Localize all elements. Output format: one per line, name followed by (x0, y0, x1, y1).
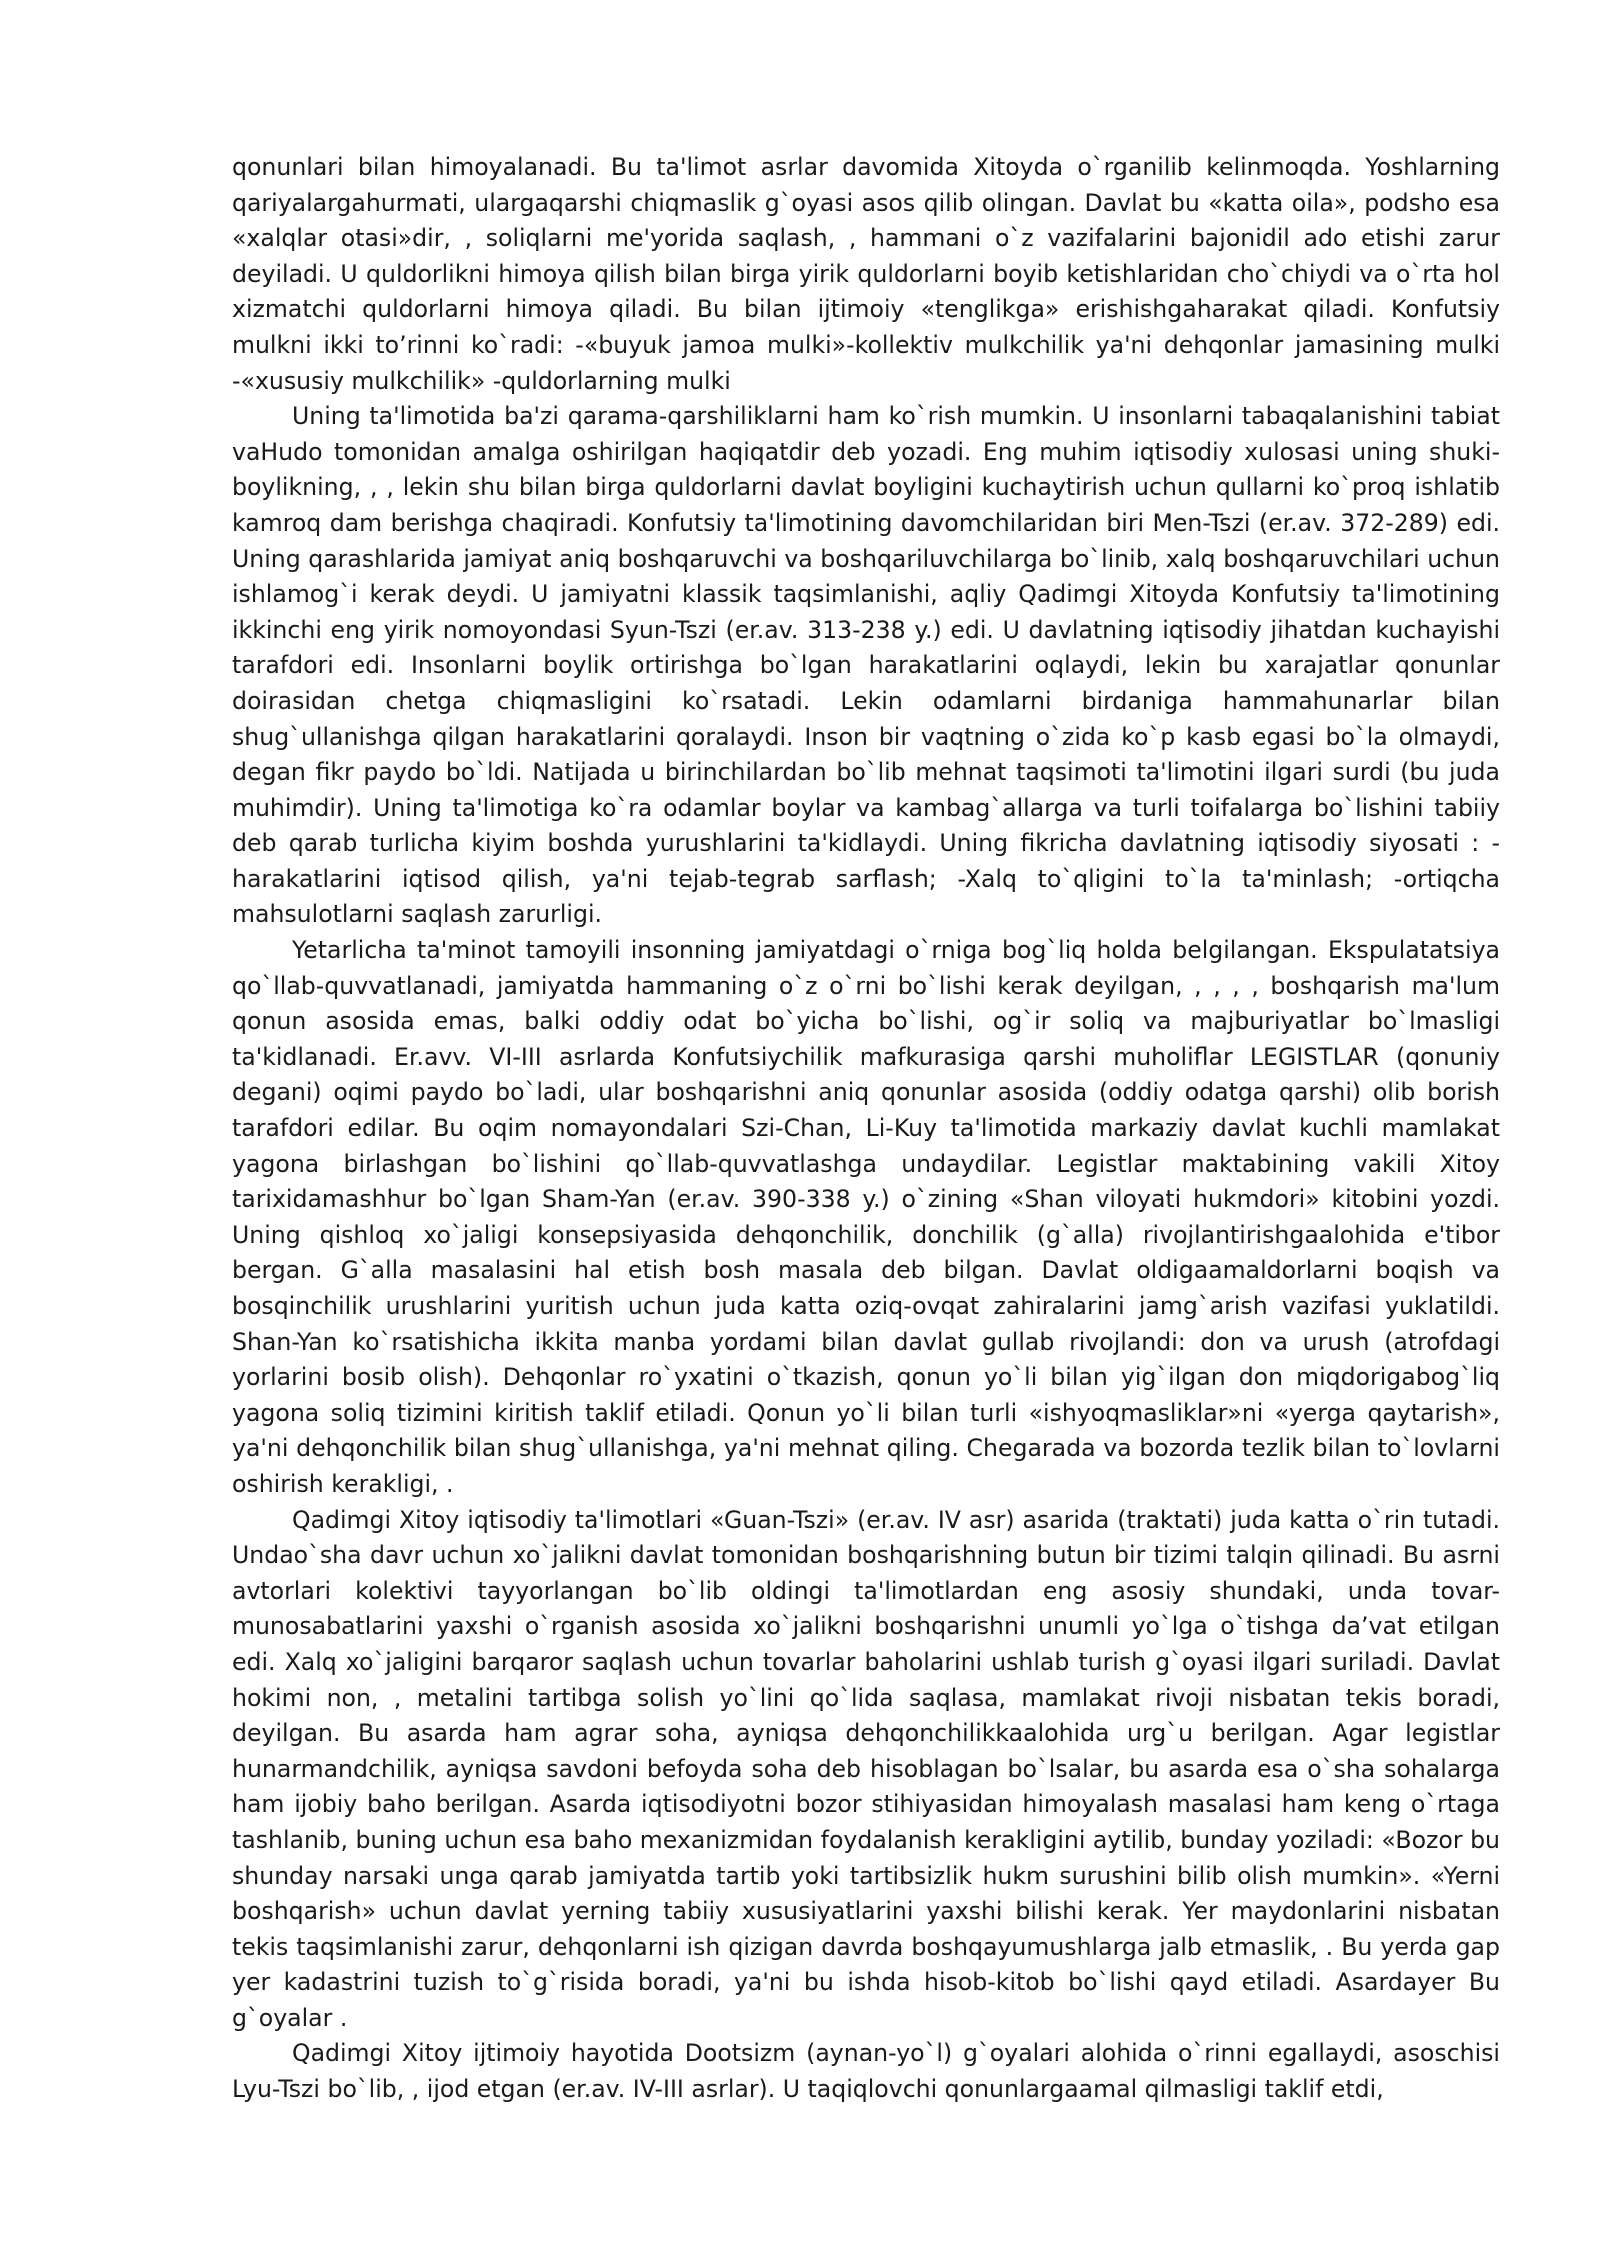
paragraph-1: qonunlari bilan himoyalanadi. Bu ta'limot asrlar davomida Xitoyda o`rganilib kelinmoqda. Yoshlarning qariyalargahurmati, ulargaqarshi chiqmaslik g`oyasi asos qilib olingan. Davlat bu «katta oila», podsho esa «xalqlar otasi»dir, , soliqlarni me'yorida saqlash, , hammani o`z vazifalarini bajonidil ado etishi zarur deyiladi. U quldorlikni himoya qilish bilan birga yirik quldorlarni boyib ketishlaridan cho`chiydi va o`rta hol xizmatchi quldorlarni himoya qiladi. Bu bilan ijtimoiy «tenglikga» erishishgaharakat qiladi. Konfutsiy mulkni ikki to’rinni ko`radi: -«buyuk jamoa mulki»-kollektiv mulkchilik ya'ni dehqonlar jamasining mulki -«xususiy mulkchilik» -quldorlarning mulki (232, 153, 1500, 395)
paragraph-5: Qadimgi Xitoy ijtimoiy hayotida Dootsizm (aynan-yo`l) g`oyalari alohida o`rinni egallaydi, asoschisi Lyu-Tszi bo`lib, , ijod etgan (er.av. IV-III asrlar). U taqiqlovchi qonunlargaamal qilmasligi taklif etdi, (232, 2039, 1500, 2104)
document-page (232, 150, 1500, 2108)
paragraph-4: Qadimgi Xitoy iqtisodiy ta'limotlari «Guan-Tszi» (er.av. IV asr) asarida (traktati) juda katta o`rin tutadi. Undao`sha davr uchun xo`jalikni davlat tomonidan boshqarishning butun bir tizimi talqin qilinadi. Bu asrni avtorlari kolektivi tayyorlangan bo`lib oldingi ta'limotlardan eng asosiy shundaki, unda tovar-munosabatlarini yaxshi o`rganish asosida xo`jalikni boshqarishni unumli yo`lga o`tishga da’vat etilgan edi. Xalq xo`jaligini barqaror saqlash uchun tovarlar baholarini ushlab turish g`oyasi ilgari suriladi. Davlat hokimi non, , metalini tartibga solish yo`lini qo`lida saqlasa, mamlakat rivoji nisbatan tekis boradi, deyilgan. Bu asarda ham agrar soha, ayniqsa dehqonchilikkaalohida urg`u berilgan. Agar legistlar hunarmandchilik, ayniqsa savdoni befoyda soha deb hisoblagan bo`lsalar, bu asarda esa o`sha sohalarga ham ijobiy baho berilgan. Asarda iqtisodiyotni bozor stihiyasidan himoyalash masalasi ham keng o`rtaga tashlanib, buning uchun esa baho mexanizmidan foydalanish kerakligini aytilib, bunday yoziladi: «Bozor bu shunday narsaki unga qarab jamiyatda tartib yoki tartibsizlik hukm surushini bilib olish mumkin». «Yerni boshqarish» uchun davlat yerning tabiiy xususiyatlarini yaxshi bilishi kerak. Yer maydonlarini nisbatan tekis taqsimlanishi zarur, dehqonlarni ish qizigan davrda boshqayumushlarga jalb etmaslik, . Bu yerda gap yer kadastrini tuzish to`g`risida boradi, ya'ni bu ishda hisob-kitob bo`lishi qayd etiladi. Asardayer Bu g`oyalar . (232, 1505, 1500, 2032)
paragraph-3: Yetarlicha ta'minot tamoyili insonning jamiyatdagi o`rniga bog`liq holda belgilangan. Ekspulatatsiya qo`llab-quvvatlanadi, jamiyatda hammaning o`z o`rni bo`lishi kerak deyilgan, , , , , boshqarish ma'lum qonun asosida emas, balki oddiy odat bo`yicha bo`lishi, og`ir soliq va majburiyatlar bo`lmasligi ta'kidlanadi. Er.avv. VI-III asrlarda Konfutsiychilik mafkurasiga qarshi muholiflar LEGISTLAR (qonuniy degani) oqimi paydo bo`ladi, ular boshqarishni aniq qonunlar asosida (oddiy odatga qarshi) olib borish tarafdori edilar. Bu oqim nomayondalari Szi-Chan, Li-Kuy ta'limotida markaziy davlat kuchli mamlakat yagona birlashgan bo`lishini qo`llab-quvvatlashga undaydilar. Legistlar maktabining vakili Xitoy tarixidamashhur bo`lgan Sham-Yan (er.av. 390-338 y.) o`zining «Shan viloyati hukmdori» kitobini yozdi. Uning qishloq xo`jaligi konsepsiyasida dehqonchilik, donchilik (g`alla) rivojlantirishgaalohida e'tibor bergan. G`alla masalasini hal etish bosh masala deb bilgan. Davlat oldigaamaldorlarni boqish va bosqinchilik urushlarini yuritish uchun juda katta oziq-ovqat zahiralarini jamg`arish vazifasi yuklatildi. Shan-Yan ko`rsatishicha ikkita manba yordami bilan davlat gullab rivojlandi: don va urush (atrofdagi yorlarini bosib olish). Dehqonlar ro`yxatini o`tkazish, qonun yo`li bilan yig`ilgan don miqdorigabog`liq yagona soliq tizimini kiritish taklif etiladi. Qonun yo`li bilan turli «ishyoqmasliklar»ni «yerga qaytarish», ya'ni dehqonchilik bilan shug`ullanishga, ya'ni mehnat qiling. Chegarada va bozorda tezlik bilan to`lovlarni oshirish kerakligi, . (232, 936, 1500, 1498)
paragraph-2: Uning ta'limotida ba'zi qarama-qarshiliklarni ham ko`rish mumkin. U insonlarni tabaqalanishini tabiat vaHudo tomonidan amalga oshirilgan haqiqatdir deb yozadi. Eng muhim iqtisodiy xulosasi uning shuki-boylikning, , , lekin shu bilan birga quldorlarni davlat boyligini kuchaytirish uchun qullarni ko`proq ishlatib kamroq dam berishga chaqiradi. Konfutsiy ta'limotining davomchilaridan biri Men-Tszi (er.av. 372-289) edi. Uning qarashlarida jamiyat aniq boshqaruvchi va boshqariluvchilarga bo`linib, xalq boshqaruvchilari uchun ishlamog`i kerak deydi. U jamiyatni klassik taqsimlanishi, aqliy Qadimgi Xitoyda Konfutsiy ta'limotining ikkinchi eng yirik nomoyondasi Syun-Tszi (er.av. 313-238 y.) edi. U davlatning iqtisodiy jihatdan kuchayishi tarafdori edi. Insonlarni boylik ortirishga bo`lgan harakatlarini oqlaydi, lekin bu xarajatlar qonunlar doirasidan chetga chiqmasligini ko`rsatadi. Lekin odamlarni birdaniga hammahunarlar bilan shug`ullanishga qilgan harakatlarini qoralaydi. Inson bir vaqtning o`zida ko`p kasb egasi bo`la olmaydi, degan fikr paydo bo`ldi. Natijada u birinchilardan bo`lib mehnat taqsimoti ta'limotini ilgari surdi (bu juda muhimdir). Uning ta'limotiga ko`ra odamlar boylar va kambag`allarga va turli toifalarga bo`lishini tabiiy deb qarab turlicha kiyim boshda yurushlarini ta'kidlaydi. Uning fikricha davlatning iqtisodiy siyosati : -harakatlarini iqtisod qilish, ya'ni tejab-tegrab sarflash; -Xalq to`qligini to`la ta'minlash; -ortiqcha mahsulotlarni saqlash zarurligi. (232, 402, 1500, 929)
